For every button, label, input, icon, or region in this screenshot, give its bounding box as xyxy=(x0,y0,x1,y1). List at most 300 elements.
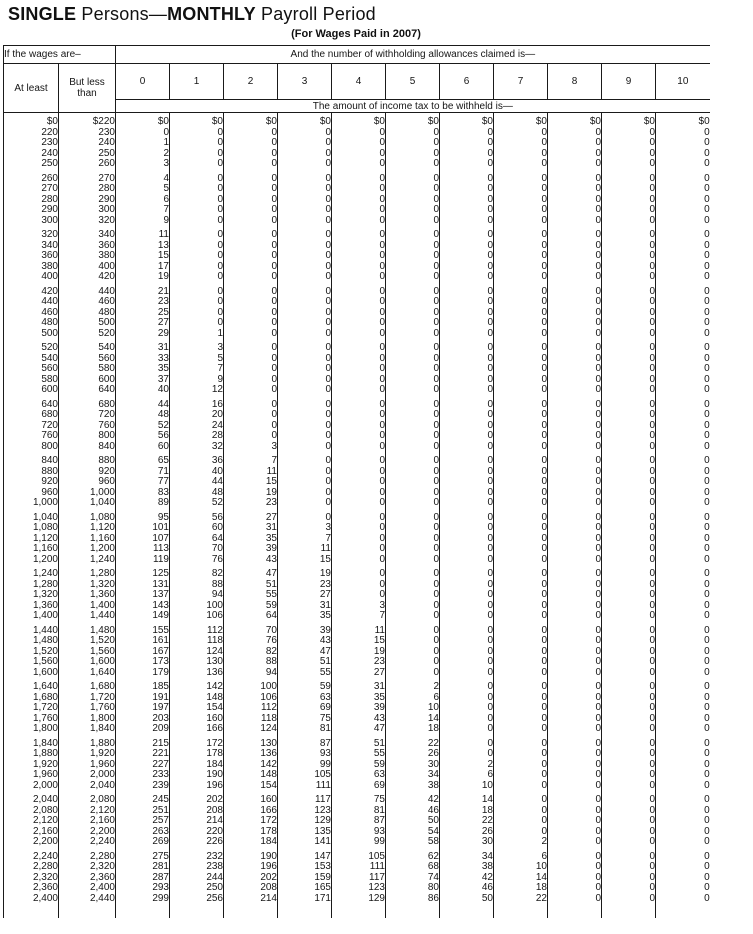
tax-amount-cell: 59 xyxy=(332,760,386,771)
tax-amount-cell: 137 xyxy=(116,590,170,601)
but-less-cell: 800 xyxy=(59,431,116,442)
allowance-col-header-9: 9 xyxy=(602,64,656,100)
tax-amount-cell: 69 xyxy=(332,781,386,792)
at-least-cell: 1,800 xyxy=(4,724,59,735)
tax-amount-cell: 30 xyxy=(440,837,494,848)
tax-amount-cell: 0 xyxy=(224,272,278,283)
tax-amount-cell: 0 xyxy=(386,251,440,262)
tax-amount-cell: 0 xyxy=(704,769,710,780)
tax-amount-cell: 0 xyxy=(602,703,656,714)
tax-amount-cell: 0 xyxy=(704,250,710,261)
tax-amount-cell: 0 xyxy=(332,580,386,591)
table-body xyxy=(4,113,710,919)
tax-amount-cell: 0 xyxy=(704,465,710,477)
tax-amount-cell: 0 xyxy=(278,272,332,283)
table-row xyxy=(4,272,710,283)
tax-amount-cell: 0 xyxy=(548,216,602,227)
at-least-cell: 1,960 xyxy=(4,770,59,781)
but-less-cell: 260 xyxy=(59,159,116,170)
tax-amount-cell: 0 xyxy=(386,170,440,185)
tax-amount-cell: 0 xyxy=(548,205,602,216)
tax-amount-cell: 0 xyxy=(602,770,656,781)
tax-amount-cell: 0 xyxy=(440,159,494,170)
tax-amount-cell: 0 xyxy=(278,226,332,241)
tax-amount-cell: 0 xyxy=(602,170,656,185)
tax-amount-cell: 0 xyxy=(332,195,386,206)
tax-amount-cell: 82 xyxy=(170,565,224,580)
tax-amount-cell: 0 xyxy=(386,205,440,216)
tax-amount-cell: 0 xyxy=(278,128,332,139)
tax-amount-cell: 68 xyxy=(386,862,440,873)
at-least-cell: 1,000 xyxy=(4,498,59,509)
tax-amount-cell: 0 xyxy=(224,364,278,375)
tax-amount-cell: 70 xyxy=(170,544,224,555)
tax-amount-cell: 141 xyxy=(278,837,332,848)
tax-amount-cell: 48 xyxy=(170,488,224,499)
tax-amount-cell: 0 xyxy=(332,262,386,273)
but-less-cell: 760 xyxy=(59,421,116,432)
at-least-cell: 680 xyxy=(4,410,59,421)
at-least-cell: 560 xyxy=(4,364,59,375)
tax-amount-cell: 0 xyxy=(224,149,278,160)
tax-amount-cell: 256 xyxy=(170,894,224,905)
tax-amount-cell: 0 xyxy=(440,749,494,760)
tax-amount-cell: 0 xyxy=(224,308,278,319)
tax-amount-cell: 0 xyxy=(440,216,494,227)
table-row xyxy=(4,170,710,185)
title-persons: Persons— xyxy=(76,4,168,24)
tax-amount-cell: 36 xyxy=(170,452,224,467)
spacer-cell xyxy=(602,904,656,918)
tax-amount-cell: 26 xyxy=(386,749,440,760)
tax-amount-cell: 0 xyxy=(602,862,656,873)
tax-amount-cell: 131 xyxy=(116,580,170,591)
tax-amount-cell: 29 xyxy=(116,329,170,340)
allowance-col-header-8: 8 xyxy=(548,64,602,100)
tax-amount-cell: 227 xyxy=(116,760,170,771)
tax-amount-cell: 0 xyxy=(704,511,710,523)
tax-amount-cell: 118 xyxy=(224,714,278,725)
tax-amount-cell: 0 xyxy=(602,339,656,354)
tax-amount-cell: 17 xyxy=(116,262,170,273)
tax-amount-cell: 0 xyxy=(332,534,386,545)
tax-amount-cell: 0 xyxy=(170,226,224,241)
but-less-than-header: But less than xyxy=(59,64,116,113)
tax-amount-cell: 59 xyxy=(224,601,278,612)
tax-amount-cell: 0 xyxy=(602,329,656,340)
but-less-cell: 340 xyxy=(59,226,116,241)
tax-amount-cell: 0 xyxy=(224,138,278,149)
tax-amount-cell: 10 xyxy=(494,862,548,873)
tax-amount-cell: 0 xyxy=(494,272,548,283)
tax-amount-cell: 105 xyxy=(332,848,386,863)
table-row xyxy=(4,735,710,750)
table-row xyxy=(4,339,710,354)
tax-amount-cell: 89 xyxy=(116,498,170,509)
tax-amount-cell: 0 xyxy=(224,205,278,216)
tax-amount-cell: 0 xyxy=(602,226,656,241)
tax-amount-cell: 0 xyxy=(386,601,440,612)
spacer-cell xyxy=(548,904,602,918)
tax-amount-cell: 0 xyxy=(704,158,710,169)
but-less-cell: 2,240 xyxy=(59,837,116,848)
tax-amount-cell: 0 xyxy=(704,850,710,862)
tax-amount-cell: 0 xyxy=(494,339,548,354)
tax-amount-cell: 47 xyxy=(332,724,386,735)
tax-amount-cell: 0 xyxy=(332,477,386,488)
tax-amount-cell: 0 xyxy=(548,354,602,365)
at-least-cell: 2,040 xyxy=(4,791,59,806)
tax-amount-cell: 107 xyxy=(116,534,170,545)
tax-amount-cell: 0 xyxy=(494,318,548,329)
tax-amount-cell: 166 xyxy=(224,806,278,817)
tax-amount-cell: 3 xyxy=(170,339,224,354)
tax-amount-cell: 0 xyxy=(494,781,548,792)
allowance-col-header-0: 0 xyxy=(116,64,170,100)
tax-amount-cell: 0 xyxy=(494,565,548,580)
tax-amount-cell: 0 xyxy=(704,486,710,498)
tax-amount-cell: 93 xyxy=(278,749,332,760)
tax-amount-cell: 202 xyxy=(224,873,278,884)
tax-amount-cell: 0 xyxy=(548,272,602,283)
tax-amount-cell: 0 xyxy=(602,883,656,894)
tax-amount-cell: 119 xyxy=(116,555,170,566)
tax-amount-cell: 0 xyxy=(602,318,656,329)
tax-amount-cell: 101 xyxy=(116,523,170,534)
tax-amount-cell: 0 xyxy=(704,522,710,533)
tax-amount-cell: 0 xyxy=(602,622,656,637)
table-row xyxy=(4,555,710,566)
tax-amount-cell: 0 xyxy=(602,149,656,160)
spacer-cell xyxy=(170,904,224,918)
but-less-cell: 2,040 xyxy=(59,781,116,792)
tax-amount-cell: 52 xyxy=(116,421,170,432)
tax-amount-cell: 0 xyxy=(386,611,440,622)
at-least-cell: 240 xyxy=(4,149,59,160)
tax-amount-cell: 0 xyxy=(440,128,494,139)
tax-amount-cell: 0 xyxy=(278,488,332,499)
tax-amount-cell: 0 xyxy=(332,128,386,139)
tax-amount-cell: 0 xyxy=(332,297,386,308)
tax-amount-cell: 0 xyxy=(494,308,548,319)
tax-amount-cell: 0 xyxy=(548,128,602,139)
tax-amount-cell: 0 xyxy=(440,636,494,647)
table-row xyxy=(4,113,710,128)
tax-amount-cell: 0 xyxy=(704,419,710,431)
but-less-cell: 1,800 xyxy=(59,714,116,725)
tax-amount-cell: 0 xyxy=(440,678,494,693)
tax-amount-cell: 13 xyxy=(116,241,170,252)
tax-amount-cell: 0 xyxy=(278,354,332,365)
tax-amount-cell: 251 xyxy=(116,806,170,817)
tax-amount-cell: 0 xyxy=(332,590,386,601)
tax-amount-cell: 0 xyxy=(224,297,278,308)
tax-amount-cell: 0 xyxy=(170,128,224,139)
tax-amount-cell: 0 xyxy=(704,794,710,805)
at-least-cell: 320 xyxy=(4,226,59,241)
tax-amount-cell: 0 xyxy=(548,509,602,524)
tax-amount-cell: 39 xyxy=(278,622,332,637)
tax-amount-cell: 0 xyxy=(704,815,710,826)
tax-amount-cell: 0 xyxy=(440,241,494,252)
tax-amount-cell: 0 xyxy=(386,410,440,421)
tax-amount-cell: 0 xyxy=(386,431,440,442)
tax-amount-cell: 0 xyxy=(170,170,224,185)
tax-amount-cell: $0 xyxy=(224,113,278,128)
tax-amount-cell: 0 xyxy=(440,523,494,534)
tax-amount-cell: 173 xyxy=(116,657,170,668)
tax-amount-cell: 149 xyxy=(116,611,170,622)
tax-amount-cell: 15 xyxy=(332,636,386,647)
tax-amount-cell: 0 xyxy=(548,283,602,298)
tax-amount-cell: 0 xyxy=(494,724,548,735)
tax-amount-cell: 0 xyxy=(704,183,710,194)
tax-amount-cell: 0 xyxy=(602,421,656,432)
tax-amount-cell: 106 xyxy=(170,611,224,622)
tax-amount-cell: 18 xyxy=(494,883,548,894)
tax-amount-cell: 21 xyxy=(116,283,170,298)
tax-amount-cell: 55 xyxy=(224,590,278,601)
tax-amount-cell: 0 xyxy=(548,555,602,566)
tax-amount-cell: 0 xyxy=(440,452,494,467)
table-row xyxy=(4,364,710,375)
tax-amount-cell: 0 xyxy=(704,892,710,904)
tax-amount-cell: 2 xyxy=(386,678,440,693)
tax-amount-cell: 184 xyxy=(170,760,224,771)
header-row-wages xyxy=(4,46,710,64)
tax-amount-cell: 0 xyxy=(440,283,494,298)
tax-amount-cell: 0 xyxy=(548,714,602,725)
at-least-cell: 1,480 xyxy=(4,636,59,647)
tax-amount-cell: 0 xyxy=(548,848,602,863)
tax-amount-cell: 47 xyxy=(278,647,332,658)
allowance-col-header-10: 10 xyxy=(656,64,710,100)
allowance-col-header-1: 1 xyxy=(170,64,224,100)
tax-amount-cell: 23 xyxy=(116,297,170,308)
tax-amount-cell: 64 xyxy=(224,611,278,622)
tax-amount-cell: 0 xyxy=(332,396,386,411)
tax-amount-cell: 33 xyxy=(116,354,170,365)
at-least-header: At least xyxy=(4,64,59,113)
tax-amount-cell: 0 xyxy=(548,760,602,771)
but-less-cell: 380 xyxy=(59,251,116,262)
tax-amount-cell: 0 xyxy=(386,396,440,411)
tax-amount-cell: 0 xyxy=(278,149,332,160)
tax-amount-cell: 12 xyxy=(170,385,224,396)
tax-amount-cell: 0 xyxy=(704,553,710,565)
but-less-cell: 2,200 xyxy=(59,827,116,838)
tax-amount-cell: 0 xyxy=(548,226,602,241)
tax-amount-cell: 226 xyxy=(170,837,224,848)
tax-amount-cell: 0 xyxy=(494,498,548,509)
tax-amount-cell: 0 xyxy=(494,241,548,252)
but-less-cell: 1,360 xyxy=(59,590,116,601)
table-row xyxy=(4,431,710,442)
tax-amount-cell: 0 xyxy=(224,241,278,252)
table-row xyxy=(4,837,710,848)
table-row xyxy=(4,657,710,668)
tax-amount-cell: 0 xyxy=(494,375,548,386)
tax-amount-cell: 43 xyxy=(278,636,332,647)
tax-amount-cell: 0 xyxy=(494,760,548,771)
tax-amount-cell: $0 xyxy=(602,113,656,128)
tax-amount-cell: 1 xyxy=(116,138,170,149)
tax-amount-cell: 55 xyxy=(332,749,386,760)
tax-amount-cell: 0 xyxy=(332,251,386,262)
tax-amount-cell: 178 xyxy=(170,749,224,760)
tax-amount-cell: 70 xyxy=(224,622,278,637)
tax-amount-cell: 77 xyxy=(116,477,170,488)
tax-amount-cell: 27 xyxy=(116,318,170,329)
tax-amount-cell: 16 xyxy=(170,396,224,411)
tax-amount-cell: 0 xyxy=(704,691,710,703)
subtitle: (For Wages Paid in 2007) xyxy=(291,28,421,40)
tax-amount-cell: 0 xyxy=(278,431,332,442)
tax-amount-cell: 65 xyxy=(116,452,170,467)
tax-amount-cell: 147 xyxy=(278,848,332,863)
tax-amount-cell: 27 xyxy=(224,509,278,524)
tax-amount-cell: 153 xyxy=(278,862,332,873)
tax-amount-cell: 0 xyxy=(704,804,710,816)
tax-amount-cell: 0 xyxy=(332,308,386,319)
tax-amount-cell: 130 xyxy=(170,657,224,668)
tax-amount-cell: 0 xyxy=(704,610,710,621)
tax-amount-cell: 0 xyxy=(494,714,548,725)
tax-amount-cell: 0 xyxy=(386,668,440,679)
tax-amount-cell: 0 xyxy=(548,611,602,622)
tax-amount-cell: 269 xyxy=(116,837,170,848)
tax-amount-cell: 0 xyxy=(704,589,710,600)
tax-amount-cell: 15 xyxy=(278,555,332,566)
tax-amount-cell: 0 xyxy=(386,488,440,499)
tax-amount-cell: 0 xyxy=(602,354,656,365)
title-monthly: MONTHLY xyxy=(167,4,256,24)
tax-amount-cell: 117 xyxy=(332,873,386,884)
tax-amount-cell: 5 xyxy=(116,184,170,195)
tax-amount-cell: 0 xyxy=(332,329,386,340)
tax-amount-cell: 0 xyxy=(278,170,332,185)
tax-amount-cell: 0 xyxy=(224,159,278,170)
at-least-cell: 2,080 xyxy=(4,806,59,817)
tax-amount-cell: 0 xyxy=(332,205,386,216)
tax-amount-cell: 2 xyxy=(494,837,548,848)
but-less-cell: 2,160 xyxy=(59,816,116,827)
tax-amount-cell: 118 xyxy=(170,636,224,647)
tax-amount-cell: 0 xyxy=(494,452,548,467)
tax-amount-cell: 0 xyxy=(548,781,602,792)
tax-amount-cell: 6 xyxy=(494,848,548,863)
tax-amount-cell: 0 xyxy=(548,636,602,647)
but-less-cell: 1,240 xyxy=(59,555,116,566)
tax-amount-cell: 0 xyxy=(386,498,440,509)
tax-amount-cell: 0 xyxy=(704,666,710,678)
but-less-cell: 1,560 xyxy=(59,647,116,658)
tax-amount-cell: 0 xyxy=(440,354,494,365)
tax-amount-cell: $0 xyxy=(548,113,602,128)
tax-amount-cell: 0 xyxy=(704,532,710,544)
tax-amount-cell: 0 xyxy=(704,306,710,318)
table-row xyxy=(4,791,710,806)
tax-amount-cell: 0 xyxy=(548,873,602,884)
at-least-cell: 2,160 xyxy=(4,827,59,838)
tax-amount-cell: 0 xyxy=(494,590,548,601)
tax-amount-cell: 75 xyxy=(332,791,386,806)
tax-amount-cell: $0 xyxy=(386,113,440,128)
tax-amount-cell: 112 xyxy=(224,703,278,714)
tax-amount-cell: 293 xyxy=(116,883,170,894)
at-least-cell: 1,400 xyxy=(4,611,59,622)
tax-amount-cell: 0 xyxy=(602,816,656,827)
tax-amount-cell: 35 xyxy=(332,693,386,704)
tax-amount-cell: 93 xyxy=(332,827,386,838)
tax-amount-cell: 0 xyxy=(548,693,602,704)
table-row xyxy=(4,678,710,693)
at-least-cell: 1,040 xyxy=(4,509,59,524)
tax-amount-cell: 0 xyxy=(704,476,710,487)
table-row xyxy=(4,138,710,149)
tax-amount-cell: 0 xyxy=(494,703,548,714)
tax-amount-cell: 0 xyxy=(494,410,548,421)
tax-amount-cell: 0 xyxy=(548,523,602,534)
tax-amount-cell: 165 xyxy=(278,883,332,894)
tax-amount-cell: 0 xyxy=(386,565,440,580)
tax-amount-cell: 208 xyxy=(224,883,278,894)
but-less-cell: 1,120 xyxy=(59,523,116,534)
tax-amount-cell: 27 xyxy=(332,668,386,679)
table-row xyxy=(4,442,710,453)
tax-amount-cell: 0 xyxy=(386,477,440,488)
tax-amount-cell: 0 xyxy=(548,668,602,679)
at-least-cell: 1,120 xyxy=(4,534,59,545)
tax-amount-cell: 56 xyxy=(116,431,170,442)
tax-amount-cell: 0 xyxy=(332,184,386,195)
tax-amount-cell: 244 xyxy=(170,873,224,884)
page-title xyxy=(8,3,753,25)
tax-amount-cell: 0 xyxy=(548,262,602,273)
spacer-cell xyxy=(386,904,440,918)
but-less-cell: 300 xyxy=(59,205,116,216)
tax-amount-cell: 0 xyxy=(548,410,602,421)
at-least-cell: 2,320 xyxy=(4,873,59,884)
but-less-cell: 360 xyxy=(59,241,116,252)
at-least-cell: 2,400 xyxy=(4,894,59,905)
but-less-cell: 540 xyxy=(59,339,116,354)
table-row xyxy=(4,862,710,873)
tax-amount-cell: 0 xyxy=(704,681,710,692)
tax-amount-cell: 0 xyxy=(704,285,710,297)
tax-amount-cell: 0 xyxy=(440,565,494,580)
tax-amount-cell: 0 xyxy=(602,760,656,771)
tax-amount-cell: 196 xyxy=(170,781,224,792)
tax-amount-cell: 0 xyxy=(278,477,332,488)
tax-amount-cell: 0 xyxy=(602,364,656,375)
tax-amount-cell: 0 xyxy=(704,126,710,138)
tax-amount-cell: 0 xyxy=(332,241,386,252)
tax-amount-cell: 0 xyxy=(704,409,710,420)
tax-amount-cell: 0 xyxy=(548,590,602,601)
but-less-cell: 1,600 xyxy=(59,657,116,668)
at-least-cell: 760 xyxy=(4,431,59,442)
tax-amount-cell: 0 xyxy=(170,241,224,252)
tax-amount-cell: 0 xyxy=(332,354,386,365)
spacer-cell xyxy=(494,904,548,918)
tax-amount-cell: 0 xyxy=(704,327,710,339)
but-less-cell: 1,320 xyxy=(59,580,116,591)
tax-amount-cell: 0 xyxy=(494,735,548,750)
table-row xyxy=(4,883,710,894)
tax-amount-cell: 0 xyxy=(494,488,548,499)
amount-withheld-header: The amount of income tax to be withheld is— xyxy=(116,100,710,113)
